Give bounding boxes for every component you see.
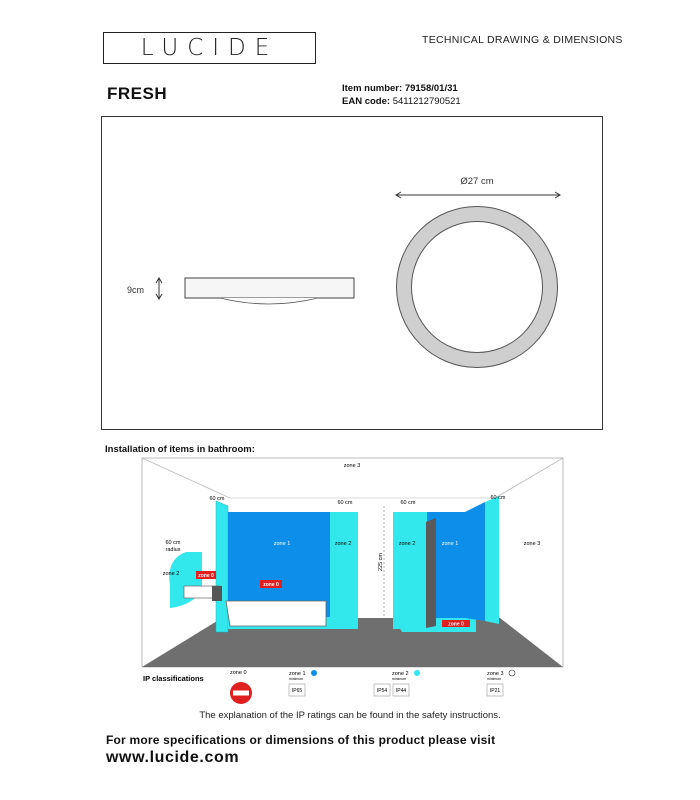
height-label: 9cm [127,285,145,295]
ean-code-row [342,96,461,107]
svg-text:60 cm: 60 cm [165,540,181,546]
svg-text:radius: radius [165,547,181,553]
product-name: FRESH [107,84,168,103]
svg-text:zone 3: zone 3 [523,541,541,547]
technical-drawing [101,116,603,430]
lucide-logo: LUCIDE [103,32,316,64]
svg-text:zone 2: zone 2 [398,541,416,547]
svg-text:zone 2: zone 2 [392,671,409,677]
svg-text:minimum: minimum [392,677,407,681]
zone2-shower-side [393,512,427,629]
svg-text:60 cm: 60 cm [490,495,506,501]
zone2-dot-icon [414,670,420,676]
svg-text:zone 0: zone 0 [230,670,247,676]
svg-text:minimum: minimum [487,677,502,681]
svg-text:225 cm: 225 cm [378,552,384,572]
ean-code-label: EAN code: [342,96,391,107]
svg-text:zone 3: zone 3 [487,671,504,677]
document-title: TECHNICAL DRAWING & DIMENSIONS [422,34,623,46]
more-info-text: For more specifications or dimensions of this product please visit [106,733,496,747]
svg-text:zone 1: zone 1 [289,671,306,677]
svg-text:zone 2: zone 2 [162,571,180,577]
svg-text:60 cm: 60 cm [337,500,353,506]
svg-text:zone 1: zone 1 [441,541,459,547]
ip-title: IP classifications [143,674,204,683]
bathroom-svg [140,456,565,671]
zone3-dot-icon [509,670,515,676]
bathroom-section-title: Installation of items in bathroom: [105,444,255,455]
svg-text:IP21: IP21 [489,688,501,694]
ip-explanation: The explanation of the IP ratings can be found in the safety instructions. [199,710,501,721]
drawing-svg [102,117,602,429]
svg-text:zone 2: zone 2 [334,541,352,547]
ip-svg [140,666,565,706]
item-number-label: Item number: [342,83,403,94]
ean-code-value: 5411212790521 [392,96,461,107]
svg-text:zone 0: zone 0 [263,582,279,588]
bathroom-diagram [140,456,565,676]
zone2-bath-side [330,512,358,629]
svg-text:60 cm: 60 cm [209,496,225,502]
lamp-side-body [185,278,354,298]
diameter-label: Ø27 cm [460,176,494,187]
zone1-dot-icon [311,670,317,676]
svg-text:zone 3: zone 3 [343,463,361,469]
ip-classifications [140,666,565,711]
svg-text:zone 0: zone 0 [198,573,214,579]
lamp-ring [404,214,550,360]
svg-text:IP65: IP65 [291,688,303,694]
svg-text:IP44: IP44 [395,688,407,694]
svg-text:zone 0: zone 0 [448,621,464,628]
item-number-value: 79158/01/31 [404,83,458,94]
svg-text:60 cm: 60 cm [400,500,416,506]
bathtub [226,601,326,626]
svg-text:minimum: minimum [289,677,304,681]
lamp-diffuser [220,298,318,304]
website-link[interactable]: www.lucide.com [106,749,240,766]
item-number-row [342,83,458,94]
svg-text:zone 1: zone 1 [273,541,291,547]
svg-text:IP54: IP54 [376,688,388,694]
